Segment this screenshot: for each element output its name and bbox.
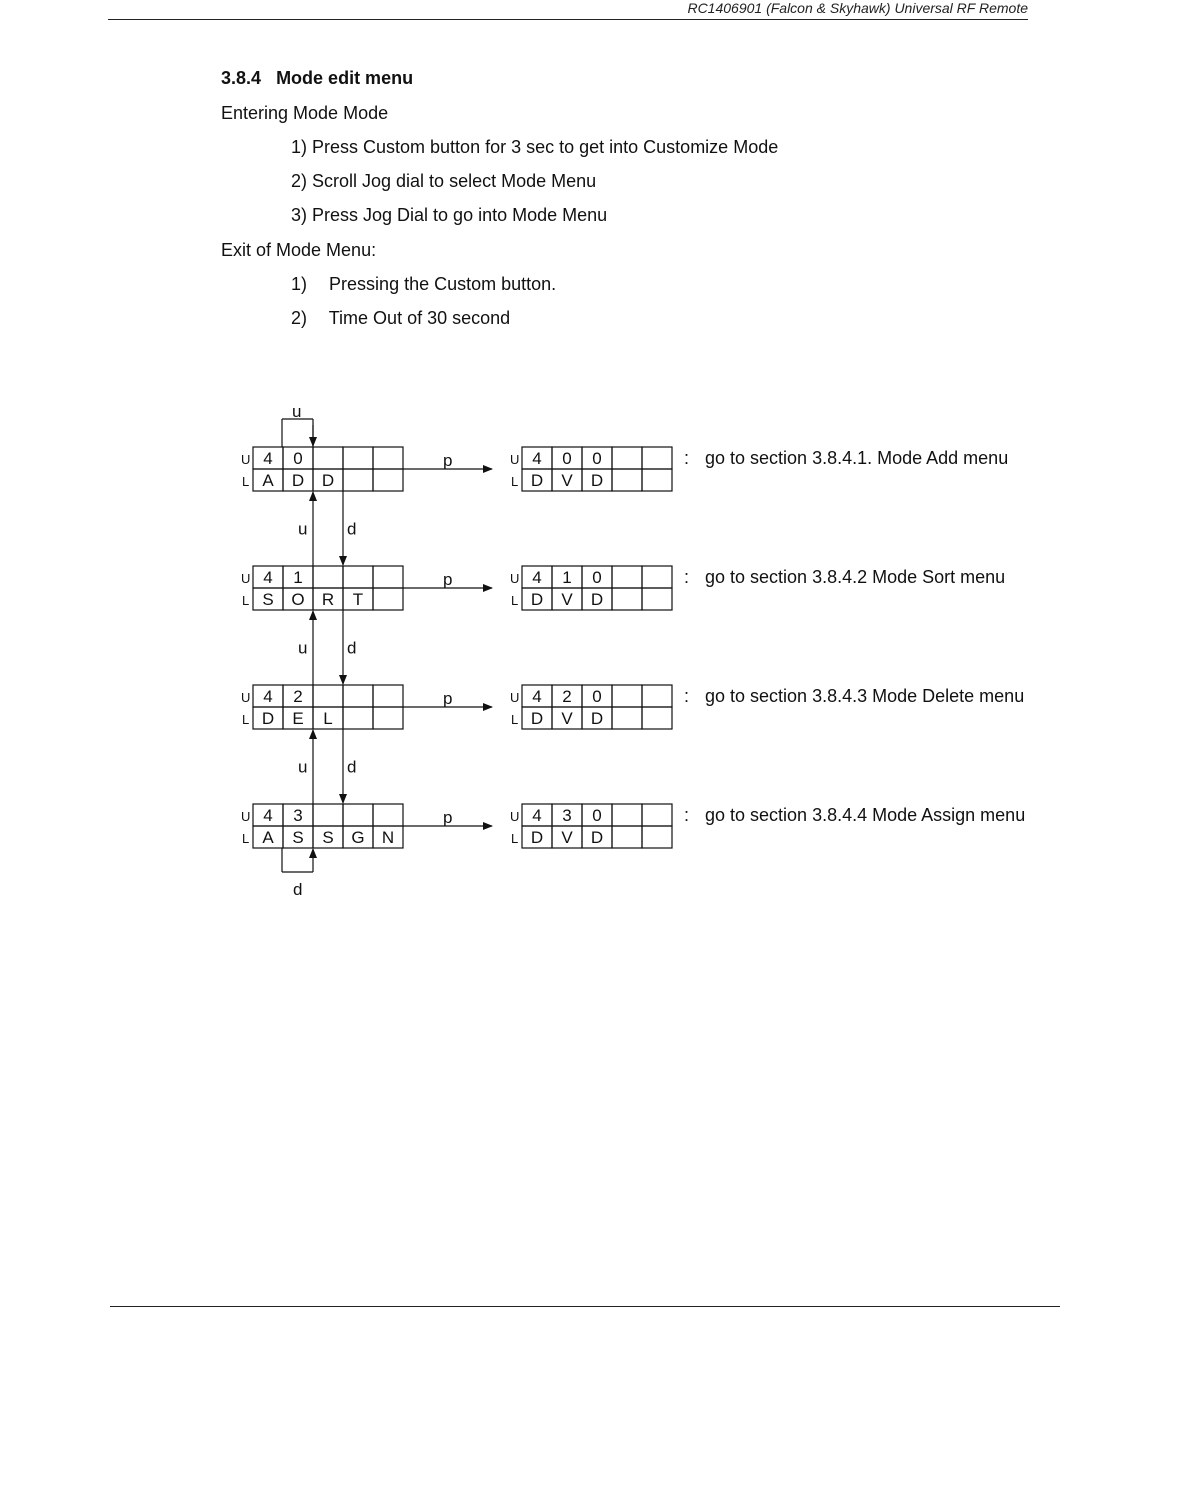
result-display-char: 1 — [562, 568, 572, 587]
result-display-char: 0 — [592, 687, 602, 706]
mode-display-char: S — [262, 590, 274, 609]
mode-display-char: 0 — [293, 449, 303, 468]
mode-display-cell — [313, 447, 343, 469]
result-display-cell — [642, 804, 672, 826]
lower-line-label: L — [511, 593, 519, 608]
result-display-cell — [612, 826, 642, 848]
exit-heading: Exit of Mode Menu: — [221, 240, 377, 260]
down-transition-label: d — [347, 757, 357, 777]
mode-display-char: 3 — [293, 806, 303, 825]
mode-display-cell — [313, 804, 343, 826]
colon: : — [684, 567, 690, 587]
colon: : — [684, 448, 690, 468]
mode-display-char: T — [352, 590, 364, 609]
footer-rule — [110, 1306, 1060, 1307]
result-display-cell — [612, 566, 642, 588]
result-display-char: 0 — [592, 449, 602, 468]
press-label: p — [443, 451, 453, 470]
exit-step-2-text: Time Out of 30 second — [328, 308, 511, 328]
result-display-char: 2 — [562, 687, 572, 706]
goto-section-text: go to section 3.8.4.4 Mode Assign menu — [705, 805, 1026, 825]
goto-section-text: go to section 3.8.4.2 Mode Sort menu — [705, 567, 1006, 587]
section-title-text: Mode edit menu — [276, 68, 414, 88]
result-display-cell — [642, 707, 672, 729]
entering-step-1: 1) Press Custom button for 3 sec to get into Customize Mode — [291, 137, 779, 157]
mode-display-char: D — [321, 471, 335, 490]
result-display-cell — [612, 588, 642, 610]
press-label: p — [443, 808, 453, 827]
mode-display-char: O — [291, 590, 305, 609]
result-display-char: D — [530, 828, 544, 847]
upper-line-label: U — [241, 690, 251, 705]
loop-up-label: u — [292, 402, 302, 421]
goto-section-text: go to section 3.8.4.3 Mode Delete menu — [705, 686, 1025, 706]
mode-display-cell — [343, 804, 373, 826]
upper-line-label: U — [241, 452, 251, 467]
mode-display-char: L — [323, 709, 333, 728]
up-transition-label: u — [298, 757, 308, 777]
result-display-cell — [642, 588, 672, 610]
colon: : — [684, 805, 690, 825]
mode-display-cell — [343, 469, 373, 491]
result-display-char: 4 — [532, 806, 542, 825]
mode-display-cell — [313, 566, 343, 588]
document-header: RC1406901 (Falcon & Skyhawk) Universal RF Remote — [687, 0, 1028, 16]
result-display-char: 3 — [562, 806, 572, 825]
result-display-char: 4 — [532, 449, 542, 468]
result-display-cell — [642, 447, 672, 469]
mode-display-cell — [343, 447, 373, 469]
result-display-cell — [642, 566, 672, 588]
result-display-char: 0 — [562, 449, 572, 468]
press-label: p — [443, 689, 453, 708]
result-display-cell — [642, 469, 672, 491]
mode-display-char: 4 — [263, 449, 273, 468]
entering-heading: Entering Mode Mode — [221, 103, 389, 123]
mode-display-char: R — [321, 590, 335, 609]
result-display-char: 4 — [532, 687, 542, 706]
mode-display-cell — [343, 707, 373, 729]
press-label: p — [443, 570, 453, 589]
mode-display-cell — [373, 804, 403, 826]
mode-display-char: 4 — [263, 568, 273, 587]
entering-step-2: 2) Scroll Jog dial to select Mode Menu — [291, 171, 597, 191]
mode-display-cell — [313, 685, 343, 707]
lower-line-label: L — [242, 712, 250, 727]
lower-line-label: L — [511, 474, 519, 489]
exit-step-1-text: Pressing the Custom button. — [329, 274, 557, 294]
result-display-char: D — [530, 590, 544, 609]
result-display-char: D — [590, 471, 604, 490]
mode-display-char: N — [381, 828, 395, 847]
mode-display-cell — [343, 566, 373, 588]
mode-display-cell — [373, 707, 403, 729]
entering-step-3: 3) Press Jog Dial to go into Mode Menu — [291, 205, 608, 225]
colon: : — [684, 686, 690, 706]
mode-display-cell — [343, 685, 373, 707]
result-display-cell — [642, 826, 672, 848]
result-display-char: V — [561, 590, 573, 609]
upper-line-label: U — [510, 809, 520, 824]
result-display-cell — [642, 685, 672, 707]
result-display-char: 0 — [592, 806, 602, 825]
mode-display-char: A — [262, 828, 274, 847]
lower-line-label: L — [242, 831, 250, 846]
result-display-char: D — [590, 709, 604, 728]
mode-display-char: S — [292, 828, 304, 847]
loop-down-label: d — [293, 880, 303, 899]
goto-section-text: go to section 3.8.4.1. Mode Add menu — [705, 448, 1009, 468]
upper-line-label: U — [510, 452, 520, 467]
lower-line-label: L — [242, 593, 250, 608]
mode-display-char: 2 — [293, 687, 303, 706]
up-transition-label: u — [298, 638, 308, 658]
result-display-char: V — [561, 471, 573, 490]
result-display-char: D — [530, 471, 544, 490]
lower-line-label: L — [511, 831, 519, 846]
result-display-char: D — [590, 590, 604, 609]
up-transition-label: u — [298, 519, 308, 539]
result-display-cell — [612, 469, 642, 491]
upper-line-label: U — [241, 809, 251, 824]
lower-line-label: L — [242, 474, 250, 489]
down-transition-label: d — [347, 519, 357, 539]
mode-display-cell — [373, 566, 403, 588]
mode-display-char: D — [261, 709, 275, 728]
result-display-char: 0 — [592, 568, 602, 587]
result-display-cell — [612, 707, 642, 729]
result-display-char: D — [590, 828, 604, 847]
mode-display-char: 4 — [263, 687, 273, 706]
lower-line-label: L — [511, 712, 519, 727]
upper-line-label: U — [510, 571, 520, 586]
mode-display-char: A — [262, 471, 274, 490]
down-transition-label: d — [347, 638, 357, 658]
result-display-cell — [612, 447, 642, 469]
result-display-cell — [612, 804, 642, 826]
mode-display-cell — [373, 685, 403, 707]
mode-display-char: 4 — [263, 806, 273, 825]
result-display-char: 4 — [532, 568, 542, 587]
mode-display-char: E — [292, 709, 304, 728]
upper-line-label: U — [241, 571, 251, 586]
mode-display-cell — [373, 447, 403, 469]
mode-display-char: D — [291, 471, 305, 490]
mode-display-cell — [373, 588, 403, 610]
mode-display-char: G — [351, 828, 365, 847]
result-display-char: V — [561, 828, 573, 847]
upper-line-label: U — [510, 690, 520, 705]
result-display-cell — [612, 685, 642, 707]
mode-display-cell — [373, 469, 403, 491]
mode-display-char: 1 — [293, 568, 303, 587]
exit-step-1-num: 1) — [291, 274, 308, 294]
mode-display-char: S — [322, 828, 334, 847]
section-number: 3.8.4 — [221, 68, 262, 88]
exit-step-2-num: 2) — [291, 308, 308, 328]
result-display-char: D — [530, 709, 544, 728]
result-display-char: V — [561, 709, 573, 728]
